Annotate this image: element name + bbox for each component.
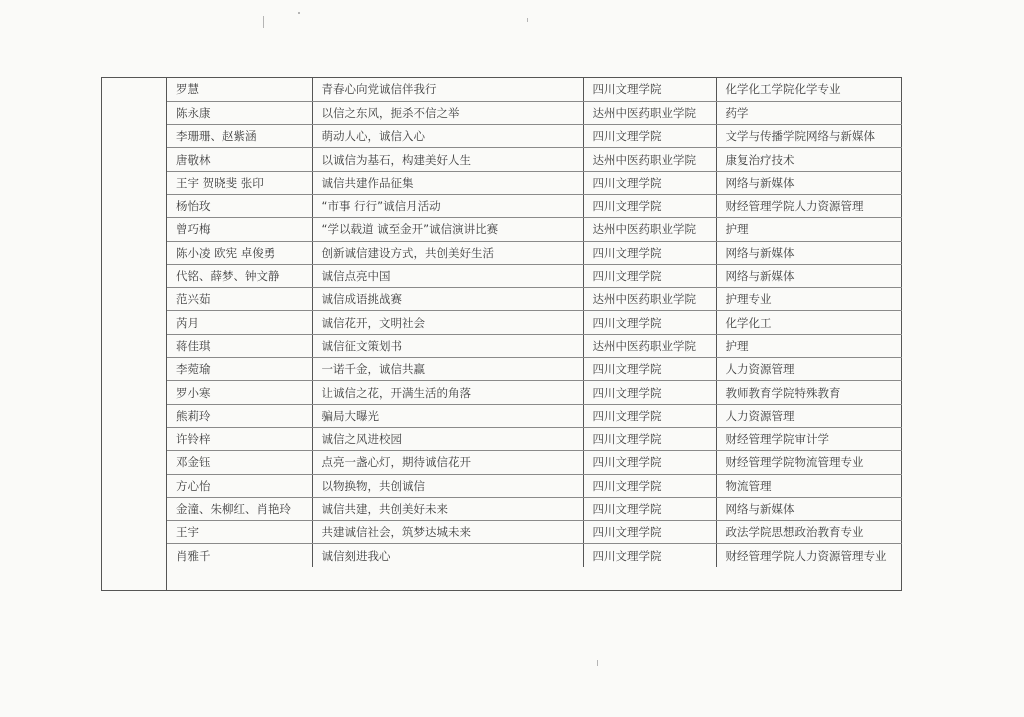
major-cell: 护理 — [716, 218, 902, 241]
table-row — [167, 171, 902, 194]
table-row — [167, 404, 902, 427]
table-row — [167, 78, 902, 101]
major-cell: 康复治疗技术 — [716, 148, 902, 171]
title-cell: 以诚信为基石，构建美好人生 — [312, 148, 583, 171]
school-cell: 四川文理学院 — [583, 194, 716, 217]
title-cell: 骗局大曝光 — [312, 404, 583, 427]
school-cell: 达州中医药职业学院 — [583, 218, 716, 241]
school-cell: 四川文理学院 — [583, 241, 716, 264]
school-cell: 达州中医药职业学院 — [583, 334, 716, 357]
school-cell: 四川文理学院 — [583, 381, 716, 404]
title-cell: 诚信共建，共创美好未来 — [312, 497, 583, 520]
title-cell: 诚信点亮中国 — [312, 264, 583, 287]
award-table — [101, 77, 902, 591]
major-cell: 财经管理学院人力资源管理 — [716, 194, 902, 217]
school-cell: 四川文理学院 — [583, 311, 716, 334]
title-cell: 诚信征文策划书 — [312, 334, 583, 357]
name-cell: 罗小寒 — [167, 381, 312, 404]
table-row — [167, 218, 902, 241]
major-cell: 护理专业 — [716, 288, 902, 311]
name-cell: 蒋佳琪 — [167, 334, 312, 357]
table-row — [167, 125, 902, 148]
name-cell: 陈永康 — [167, 101, 312, 124]
entries-table — [167, 78, 902, 567]
school-cell: 四川文理学院 — [583, 497, 716, 520]
major-cell: 网络与新媒体 — [716, 264, 902, 287]
major-cell: 财经管理学院人力资源管理专业 — [716, 544, 902, 567]
major-cell: 人力资源管理 — [716, 404, 902, 427]
major-cell: 药学 — [716, 101, 902, 124]
table-body — [167, 78, 902, 567]
scan-speck — [263, 16, 264, 28]
school-cell: 四川文理学院 — [583, 427, 716, 450]
title-cell: 诚信刻进我心 — [312, 544, 583, 567]
name-cell: 李珊珊、赵紫涵 — [167, 125, 312, 148]
table-row — [167, 264, 902, 287]
title-cell: 诚信共建作品征集 — [312, 171, 583, 194]
major-cell: 政法学院思想政治教育专业 — [716, 521, 902, 544]
major-cell: 化学化工学院化学专业 — [716, 78, 902, 101]
major-cell: 网络与新媒体 — [716, 171, 902, 194]
table-row — [167, 288, 902, 311]
major-cell: 财经管理学院物流管理专业 — [716, 451, 902, 474]
table-row — [167, 451, 902, 474]
major-cell: 网络与新媒体 — [716, 241, 902, 264]
title-cell: 以信之东风，扼杀不信之举 — [312, 101, 583, 124]
major-cell: 物流管理 — [716, 474, 902, 497]
title-cell: “学以载道 诚至金开”诚信演讲比赛 — [312, 218, 583, 241]
major-cell: 化学化工 — [716, 311, 902, 334]
name-cell: 曾巧梅 — [167, 218, 312, 241]
school-cell: 四川文理学院 — [583, 451, 716, 474]
name-cell: 陈小凌 欧宪 卓俊勇 — [167, 241, 312, 264]
school-cell: 四川文理学院 — [583, 474, 716, 497]
major-cell: 护理 — [716, 334, 902, 357]
major-cell: 教师教育学院特殊教育 — [716, 381, 902, 404]
scan-speck — [527, 18, 528, 22]
major-cell: 文学与传播学院网络与新媒体 — [716, 125, 902, 148]
title-cell: 诚信之风进校园 — [312, 427, 583, 450]
school-cell: 达州中医药职业学院 — [583, 101, 716, 124]
school-cell: 达州中医药职业学院 — [583, 148, 716, 171]
name-cell: 唐敬林 — [167, 148, 312, 171]
table-row — [167, 521, 902, 544]
title-cell: 让诚信之花，开满生活的角落 — [312, 381, 583, 404]
name-cell: 罗慧 — [167, 78, 312, 101]
school-cell: 四川文理学院 — [583, 404, 716, 427]
table-row — [167, 311, 902, 334]
school-cell: 四川文理学院 — [583, 171, 716, 194]
major-cell: 财经管理学院审计学 — [716, 427, 902, 450]
table-row — [167, 241, 902, 264]
name-cell: 芮月 — [167, 311, 312, 334]
name-cell: 方心怡 — [167, 474, 312, 497]
title-cell: 诚信成语挑战赛 — [312, 288, 583, 311]
scan-speck — [597, 660, 598, 666]
name-cell: 代铭、薛梦、钟文静 — [167, 264, 312, 287]
name-cell: 杨怡玫 — [167, 194, 312, 217]
table-row — [167, 194, 902, 217]
table-row — [167, 358, 902, 381]
school-cell: 四川文理学院 — [583, 358, 716, 381]
title-cell: 以物换物，共创诚信 — [312, 474, 583, 497]
table-row — [167, 497, 902, 520]
name-cell: 许铃梓 — [167, 427, 312, 450]
school-cell: 四川文理学院 — [583, 78, 716, 101]
name-cell: 李菀瑜 — [167, 358, 312, 381]
title-cell: 萌动人心，诚信入心 — [312, 125, 583, 148]
name-cell: 肖雅千 — [176, 548, 211, 563]
name-cell: 范兴茹 — [167, 288, 312, 311]
name-cell: 邓金钰 — [167, 451, 312, 474]
table-row — [167, 544, 902, 567]
title-cell: 点亮一盏心灯，期待诚信花开 — [312, 451, 583, 474]
title-cell: “市事 行行”诚信月活动 — [312, 194, 583, 217]
school-cell: 四川文理学院 — [583, 264, 716, 287]
name-cell: 王宇 贺晓斐 张印 — [167, 171, 312, 194]
title-cell: 诚信花开，文明社会 — [312, 311, 583, 334]
major-cell: 人力资源管理 — [716, 358, 902, 381]
title-cell: 一诺千金，诚信共赢 — [312, 358, 583, 381]
table-row — [167, 101, 902, 124]
school-cell: 达州中医药职业学院 — [583, 288, 716, 311]
table-row — [167, 474, 902, 497]
school-cell: 四川文理学院 — [583, 125, 716, 148]
merged-category-column — [102, 78, 167, 590]
name-cell: 熊莉玲 — [167, 404, 312, 427]
title-cell: 创新诚信建设方式，共创美好生活 — [312, 241, 583, 264]
scan-speck — [298, 12, 300, 14]
table-row — [167, 334, 902, 357]
title-cell: 青春心向党诚信伴我行 — [312, 78, 583, 101]
name-cell: 王宇 — [167, 521, 312, 544]
school-cell: 四川文理学院 — [583, 544, 716, 567]
name-cell: 金潼、朱柳红、肖艳玲 — [167, 497, 312, 520]
school-cell: 四川文理学院 — [583, 521, 716, 544]
title-cell: 共建诚信社会，筑梦达城未来 — [312, 521, 583, 544]
table-row — [167, 148, 902, 171]
major-cell: 网络与新媒体 — [716, 497, 902, 520]
table-row — [167, 381, 902, 404]
table-row — [167, 427, 902, 450]
